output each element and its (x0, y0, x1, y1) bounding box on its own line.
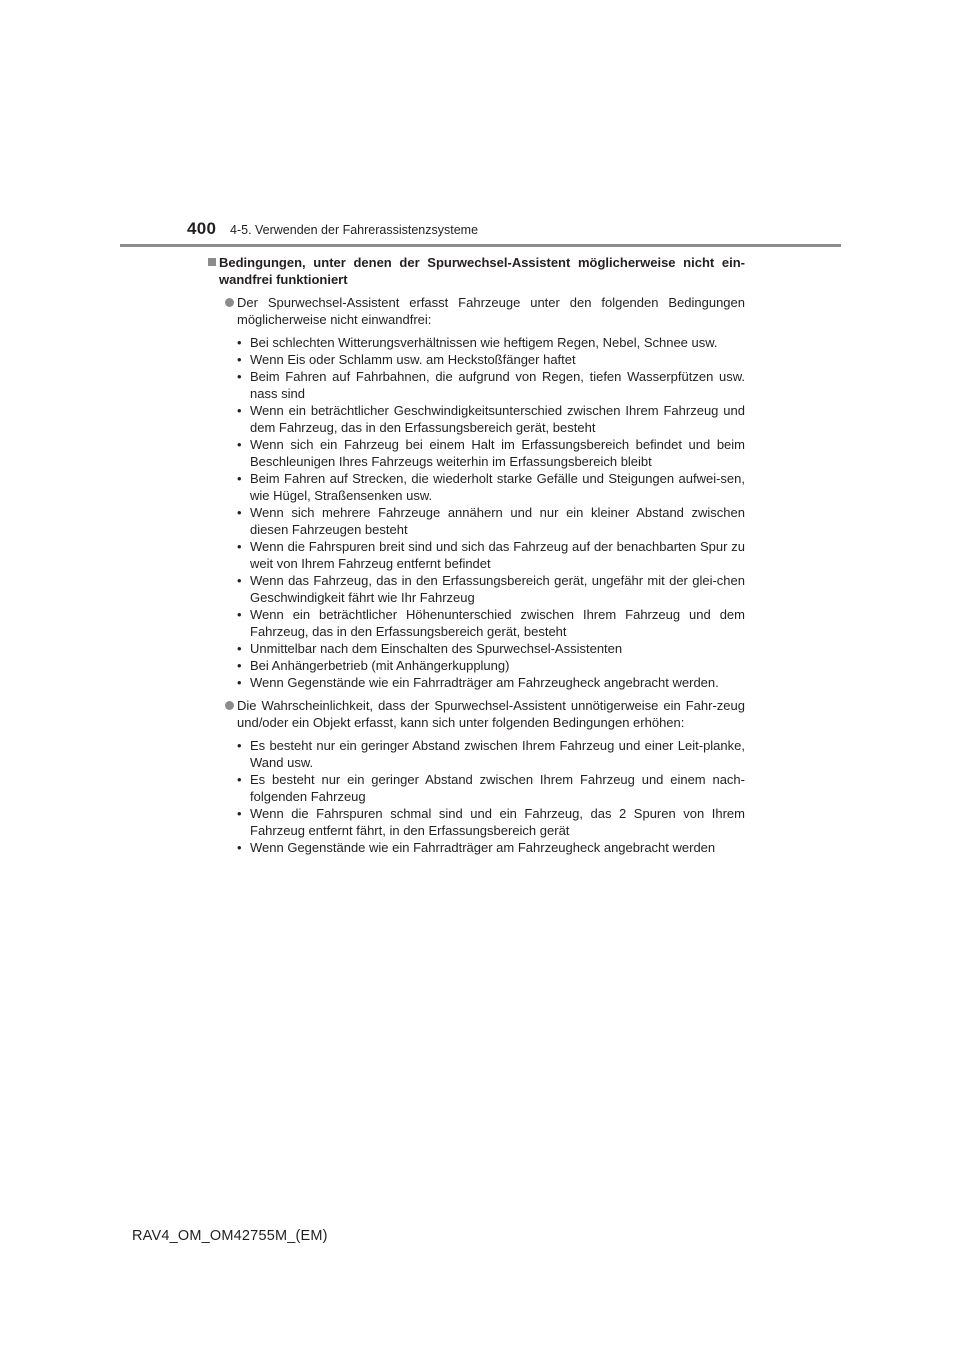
list-item: • Wenn Eis oder Schlamm usw. am Heckstoßfänger haftet (250, 351, 745, 368)
list-item: • Wenn ein beträchtlicher Geschwindigkeitsunterschied zwischen Ihrem Fahrzeug und dem Fahrzeug, das in den Erfassungsbereich gerät, besteht (250, 402, 745, 436)
chapter-title: 4-5. Verwenden der Fahrerassistenzsysteme (230, 223, 479, 237)
condition-bullet (212, 294, 745, 328)
list-item: • Wenn das Fahrzeug, das in den Erfassungsbereich gerät, ungefähr mit der glei-chen Geschwindigkeit fährt wie Ihr Fahrzeug (250, 572, 745, 606)
list-item: • Es besteht nur ein geringer Abstand zwischen Ihrem Fahrzeug und einem nach-folgenden Fahrzeug (250, 771, 745, 805)
false-detection-list (212, 737, 745, 856)
circle-bullet-icon (225, 298, 234, 307)
header-divider (120, 244, 841, 247)
list-item: • Unmittelbar nach dem Einschalten des Spurwechsel-Assistenten (250, 640, 745, 657)
section-heading-text: Bedingungen, unter denen der Spurwechsel-Assistent möglicherweise nicht ein-wandfrei funktioniert (219, 255, 745, 287)
condition-list (212, 334, 745, 691)
false-detection-bullet-text: Die Wahrscheinlichkeit, dass der Spurwechsel-Assistent unnötigerweise ein Fahr-zeug und/oder ein Objekt erfasst, kann sich unter folgenden Bedingungen erhöhen: (237, 698, 745, 730)
list-item: • Beim Fahren auf Strecken, die wiederholt starke Gefälle und Steigungen aufwei-sen, wie Hügel, Straßensenken usw. (250, 470, 745, 504)
list-item: • Bei schlechten Witterungsverhältnissen wie heftigem Regen, Nebel, Schnee usw. (250, 334, 745, 351)
circle-bullet-icon (225, 701, 234, 710)
list-item: • Es besteht nur ein geringer Abstand zwischen Ihrem Fahrzeug und einer Leit-planke, Wand usw. (250, 737, 745, 771)
page-number: 400 (187, 219, 217, 238)
list-item: • Wenn Gegenstände wie ein Fahrradträger am Fahrzeugheck angebracht werden (250, 839, 745, 856)
list-item: • Wenn die Fahrspuren breit sind und sich das Fahrzeug auf der benachbarten Spur zu weit von Ihrem Fahrzeug entfernt befindet (250, 538, 745, 572)
section-heading (212, 254, 745, 288)
page-content (212, 254, 745, 856)
document-code: RAV4_OM_OM42755M_(EM) (132, 1228, 328, 1244)
list-item: • Wenn sich ein Fahrzeug bei einem Halt im Erfassungsbereich befindet und beim Beschleunigen Ihres Fahrzeugs weiterhin im Erfassungsbereich bleibt (250, 436, 745, 470)
list-item: • Wenn sich mehrere Fahrzeuge annähern und nur ein kleiner Abstand zwischen diesen Fahrzeugen besteht (250, 504, 745, 538)
list-item: • Wenn die Fahrspuren schmal sind und ein Fahrzeug, das 2 Spuren von Ihrem Fahrzeug entfernt fährt, in den Erfassungsbereich gerät (250, 805, 745, 839)
list-item: • Wenn Gegenstände wie ein Fahrradträger am Fahrzeugheck angebracht werden. (250, 674, 745, 691)
list-item: • Wenn ein beträchtlicher Höhenunterschied zwischen Ihrem Fahrzeug und dem Fahrzeug, das in den Erfassungsbereich gerät, besteht (250, 606, 745, 640)
condition-bullet-text: Der Spurwechsel-Assistent erfasst Fahrzeuge unter den folgenden Bedingungen möglicherweise nicht einwandfrei: (237, 295, 745, 327)
square-bullet-icon (208, 258, 216, 266)
false-detection-bullet (212, 697, 745, 731)
list-item: • Bei Anhängerbetrieb (mit Anhängerkupplung) (250, 657, 745, 674)
list-item: • Beim Fahren auf Fahrbahnen, die aufgrund von Regen, tiefen Wasserpfützen usw. nass sind (250, 368, 745, 402)
